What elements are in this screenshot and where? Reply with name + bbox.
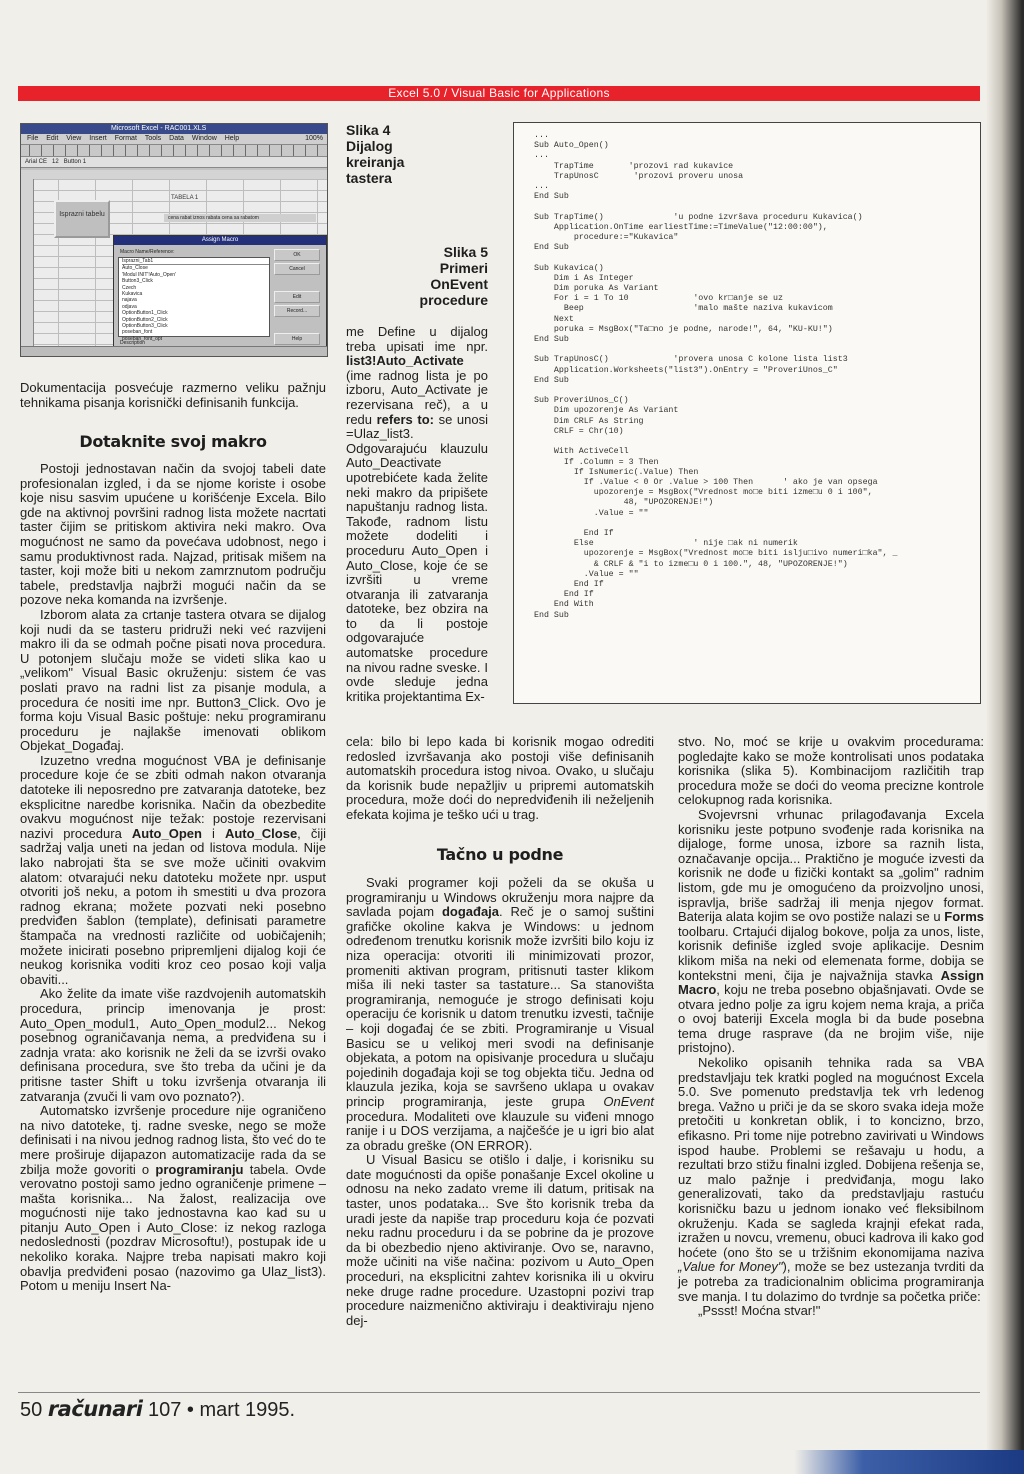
figure-4-description: Dokumentacija posvećuje razmerno veliku pažnju tehnikama pisanja korisnički definisanih funkcija. [20,380,326,410]
menu-item-view: View [66,135,82,142]
paragraph: „Pssst! Moćna stvar!" [698,1303,821,1319]
menu-item-data: Data [169,135,184,142]
menu-item-edit: Edit [46,135,59,142]
heading-tacno-u-podne: Tačno u podne [436,845,564,864]
page-footer [20,1397,295,1422]
list-item: OptionButton1_Click [122,310,168,317]
paragraph: Izborom alata za crtanje tastera otvara se dijalog koji nudi da se tasteru pridruži neki već razvijeni makro ili da se odmah počne pisati nova procedura. U potonjem slučaju može se videti slika kao u „velikom" Visual Basic okruženju: sistem će vas poslati pravo na radni list za pisanje modula, a procedura će nositi ime npr. Button3_Click. Ovo je forma koju Visual Basic poštuje: neku programiranu proceduru je najlakše imenovati oblikom Objekat_Događaj. [20,606,326,754]
page-number: 50 [20,1399,43,1421]
menu-item-format: Format [114,135,137,142]
figure-5-caption: Slika 5 Primeri OnEvent procedure [419,244,488,308]
heading-dotaknite: Dotaknite svoj makro [79,432,267,451]
excel-title-bar: Microsoft Excel - RAC001.XLS [21,124,327,134]
ok-button: OK [274,249,320,261]
list-item: Kukavica [122,291,143,298]
list-item: Czech [122,284,137,291]
cell-reference: Button 1 [63,159,87,165]
column-2-narrow-text [346,325,488,704]
paragraph: stvo. No, moć se krije u ovakvim procedurama: pogledajte kako se može kontrolisati unos podataka korisnika (slika 5). Kombinacijom različitih trap procedura može se doći do veoma precizne kontrole celokupnog rada korisnika. [678,734,984,808]
paragraph: me Define u dijalog treba upisati ime npr. list3!Auto_Activate (ime radnog lista je po izboru, Auto_Activate je rezervisana reč), a u redu refers to: se unosi =Ulaz_list3. Odgovarajuću klauzulu Auto_Deactivate upotrebićete kada želite neki makro da pripišete napuštanju radnog lista. Takođe, radnom listu možete dodeliti i proceduru Auto_Open i Auto_Close, koje će se izvršiti u vreme otvaranja ili zatvaranja datoteke, bez obzira na to da li postoje odgovarajuće automatske procedure na nivou radne sveske. I ovde sleduje jedna kritika projektantima Ex- [346,324,488,704]
list-item: Auto_Close [122,265,148,272]
magazine-name: računari [47,1397,143,1421]
macro-name-label: Macro Name/Reference: [120,249,175,255]
issue-date: mart 1995. [199,1399,296,1421]
row-headers [21,179,34,347]
paragraph: Nekoliko opisanih tehnika rada sa VBA predstavljaju tek kratki pogled na mogućnost Excela 5.0. Sve pomenuto predstavlja tek vrh ledenog brega. Važno u priči je da se skoro svaka ideja može pretočiti u konkretan oblik, i to koncizno, brzo, efikasno. Pri tome nije potrebno zavirivati u Windows ispod haube. Problemi se rešavaju u hodu, a rezultati brzo stižu finalni izgled. Dobijena rešenja se, uz malo pažnje i predviđanja, mogu lako generalizovati, tako da predstavljaju rastuću korisničku bazu u jednom ionako već fleksibilnom okruženju. Kada se sagleda krajnji efekat rada, izražen u novcu, vremenu, obuci kadrova ili kako god hoćete (ono što se u tržišnim ekonomijama naziva „Value for Money"), može se bez ustezanja tvrditi da je potreba za tradicionalnim oblicima programiranja sve manja. I tu dolazimo do tvrdnje sa početka priče: [678,1055,984,1304]
size-box: 12 [52,159,59,165]
footer-rule [18,1392,980,1393]
paragraph: Automatsko izvršenje procedure nije ograničeno na nivo datoteke, tj. radne sveske, nego se može definisati i na nivou jednog radnog lista, što već do te mere proširuje dijapazon automatizacije rada da se zbilja može govoriti o programiranju tabela. Ovde verovatno postoji samo jedno ograničenje primene – mašta korisnika... Na žalost, realizacija ove mogućnosti nije tako jednostavna kao kad su u pitanju Auto_Open i Auto_Close: iz nekog razloga nedoslednosti (pozdrav Microsoftu!), postupak ide u nekoliko koraka. Najpre treba napisati makro koji obavlja predviđeni posao (nazovimo ga Ulaz_list3). Potom u meniju Insert Na- [20,1103,327,1294]
menu-item-tools: Tools [144,135,162,142]
paragraph: Izuzetno vredna mogućnost VBA je definisanje procedure koje će se zbiti odmah nakon otvaranja datoteke ili neposredno pre zatvaranja datoteke, bez eksplicitne naredbe korisnika. Način da obezbedite ovakvu mogućnost nije težak: postoje rezervisani nazivi procedura Auto_Open i Auto_Close, čiji sadržaj valja uneti na jedan od listova modula. Nije lako nabrojati šta se sve može učiniti ovakvim alatom: otvarajući neku datoteku možete npr. usput otvoriti još neku, a potom ih smestiti u dva prozora radnog ekrana; možete pozvati neki posebno predviđen šablon (template), definisati parametre štampača na vrednosti različite od uobičajenih; možete inicirati posebno pripremljeni dijalog koji će neukog korisnika voditi kroz ceo posao koji valja obaviti... [20,752,326,987]
record-button: Record... [274,305,320,317]
adjacent-page-edge [794,1450,1024,1474]
menu-item-help: Help [224,135,240,142]
paragraph: U Visual Basicu se otišlo i dalje, i korisniku su date mogućnosti da opiše ponašanje Excel okoline u odnosu na neko zadato vreme ili datum, pritisak na taster, unos podataka... Sve što korisnik treba da uradi jeste da napiše trap proceduru koja će pozvati neku radnu proceduru i da se pobrine da je prozove da bi obezbedio njeno aktiviranje. Ovo se, naravno, može učiniti na više načina: pozivom u Auto_Open proceduri, na eksplicitni zahtev korisnika ili u okviru neke druge radne procedure. Uzastopni pozivi trap procedure naizmenično aktiviraju i deaktiviraju njeno dej- [346,1152,654,1328]
excel-formula-bar [21,157,327,168]
bullet: • [186,1399,194,1421]
macro-input: Isprazni_Tab1 [122,258,269,265]
paragraph: Svaki programer koji poželi da se okuša u programiranju u Windows okruženju mora najpre da savlada pojam događaja. Reč je o samoj suštini grafičke okoline kakva je Windows: u jednom određenom trenutku korisnik može izvršiti bilo koju iz niza operacija: otvoriti ili minimizovati prozor, promeniti aktivan program, pritisnuti taster klikom miša ili neki taster sa tastature... Sa stanovišta programiranja, nemoguće je strogo definisati koju operaciju će korisnik u datom trenutku izvesti, tačnije – koji događaj će se zbiti. Programiranje u Visual Basicu se u velikoj meri svodi na definisanje objekata, a potom na opisivanje procedura u slučaju pojedinih događaja koji se tog objekta tiču. Jedna od klauzula jezika, koja se savršeno uklapa u ovakav princip programiranja, jeste grupa OnEvent procedura. Modaliteti ove klauzule su viđeni mnogo ranije i u DOS verzijama, a najčešće je u igri bio alat za obradu greške (ON ERROR). [346,875,654,1153]
table-header: cena rabat iznos rabata cena sa rabatom [164,214,316,222]
isprazni-tabelu-button: Isprazni tabelu [54,200,110,238]
column-1-text [20,462,326,1294]
excel-toolbar [21,145,327,157]
menu-item-insert: Insert [89,135,107,142]
help-button: Help [274,333,320,345]
page-edge-shadow [986,0,1024,1474]
excel-status-bar [21,346,327,357]
description-label: Description [120,340,146,346]
assign-macro-dialog [113,235,327,353]
list-item: odjava [122,303,137,310]
list-item: Button3_Click [122,278,153,285]
zoom-level: 100% [305,135,323,142]
macro-list [118,257,270,342]
list-item: OptionButton3_Click [122,323,168,330]
list-item: poseban_font_opt [122,335,163,342]
code-listing: ... Sub Auto_Open() ... TrapTime 'prozovi rad kukavice TrapUnosC 'prozovi proveru unosa ... End Sub Sub TrapTime() 'u podne izvršava proceduru Kukavica() Application.OnTime earliestTime:=TimeValue("12:00:00"), procedure:="Kukavica" End Sub Sub Kukavica() Dim i As Integer Dim poruka As Variant For i = 1 To 10 'ovo kr□anje se uz Beep 'malo mašte naziva kukavicom Next poruka = MsgBox("Ta□no je podne, narode!", 64, "KU-KU!") End Sub Sub TrapUnosC() 'provera unosa C kolone lista list3 Application.Worksheets("list3").OnEntry = "ProveriUnos_C" End Sub Sub ProveriUnos_C() Dim upozorenje As Variant Dim CRLF As String CRLF = Chr(10) With ActiveCell If .Column = 3 Then If IsNumeric(.Value) Then If .Value < 0 Or .Value > 100 Then ' ako je van opsega upozorenje = MsgBox("Vrednost mo□e biti izme□u 0 i 100", 48, "UPOZORENJE!") .Value = "" End If Else ' nije □ak ni numerik upozorenje = MsgBox("Vrednost mo□e biti islju□ivo numeri□ka", _ & CRLF & "i to izme□u 0 i 100.", 48, "UPOZORENJE!") .Value = "" End If End If End With End Sub [513,122,981,704]
menu-item-file: File [27,135,39,142]
paragraph: Postoji jednostavan način da svojoj tabeli date profesionalan izgled, i da se njome koriste i osobe koje nisu sasvim upućene u korišćenje Excela. Bilo gde na aktivnoj površini radnog lista možete nacrtati taster čijim se pritiskom aktivira neki makro. Ova mogućnost ne samo da povećava udobnost, nego i samu produktivnost rada. Najzad, pritisak mišem na taster, koji može biti u nekom zamrznutom području tabele, predstavlja najbrži mogući način da se pozove neka komanda na izvršenje. [20,461,326,608]
excel-screenshot-figure [20,123,328,357]
section-banner: Excel 5.0 / Visual Basic for Applications [18,86,980,101]
paragraph: Ako želite da imate više razdvojenih automatskih procedura, princip imenovanja je prost: Auto_Open_modul1, Auto_Open_modul2... Nekog posebnog ograničavanja nema, a predviđena su i zadnja vrata: ako korisnik ne želi da se izvrši ovako definisana procedura, sve što treba da učini je da pritisne taster Shift u toku izvršenja otvaranja ili zatvaranja (zvuči li vam ovo poznato?). [20,986,326,1104]
edit-button: Edit [274,291,320,303]
list-item: 'Modul INIT'!Auto_Open' [122,271,177,278]
table-title: TABELA 1 [171,195,199,201]
list-item: OptionButton2_Click [122,316,168,323]
paragraph: Svojevrsni vrhunac prilagođavanja Excela korisniku jeste potpuno svođenje rada korisnika na dijaloge, forme unosa, izbore sa raznih lista, označavanje opcija... Praktično je moguće izvesti da korisnik ne dođe u fizički kontakt sa „golim" radnim listom, gde mu je omogućeno da proizvoljno unosi, ispravlja, briše sadržaj ili menja njegov format. Baterija alata kojim se ovo postiže nalazi se u Forms toolbaru. Crtajući dijalog bokove, polja za unos, liste, korisnik definiše izgled svoje aplikacije. Desnim klikom miša na neki od elemenata forme, dobija se kontekstni meni, čija je najvažnija stavka Assign Macro, koju ne treba posebno objašnjavati. Ovde se otvara jedno polje za igru kojem nema kraja, a priča o ovoj bateriji Excela mogla bi da bude posebna tema druge rasprave (da ne brojim više, nije pristojno). [678,806,984,1056]
column-2-continued [346,735,654,823]
figure-4-caption: Slika 4 Dijalog kreiranja tastera [346,122,405,186]
column-3-text [678,735,984,1319]
cancel-button: Cancel [274,263,320,275]
font-box: Arial CE [25,159,48,165]
list-item: najava [122,297,137,304]
excel-menu-bar [21,134,327,145]
paragraph: cela: bilo bi lepo kada bi korisnik mogao odrediti redosled izvršavanja ako postoji više definisanih automatskih procedura istog nivoa. Ovako, u slučaju da korisnik bude nepažljiv u pripremi automatskih procedura, može doći do nepredviđenih ili neželjenih efekata kojima je teško ući u trag. [346,734,654,822]
column-2-text [346,876,654,1328]
dialog-title: Assign Macro [114,236,326,245]
list-item: poseban_font [122,329,153,336]
menu-item-window: Window [191,135,217,142]
issue-number: 107 [147,1399,182,1421]
